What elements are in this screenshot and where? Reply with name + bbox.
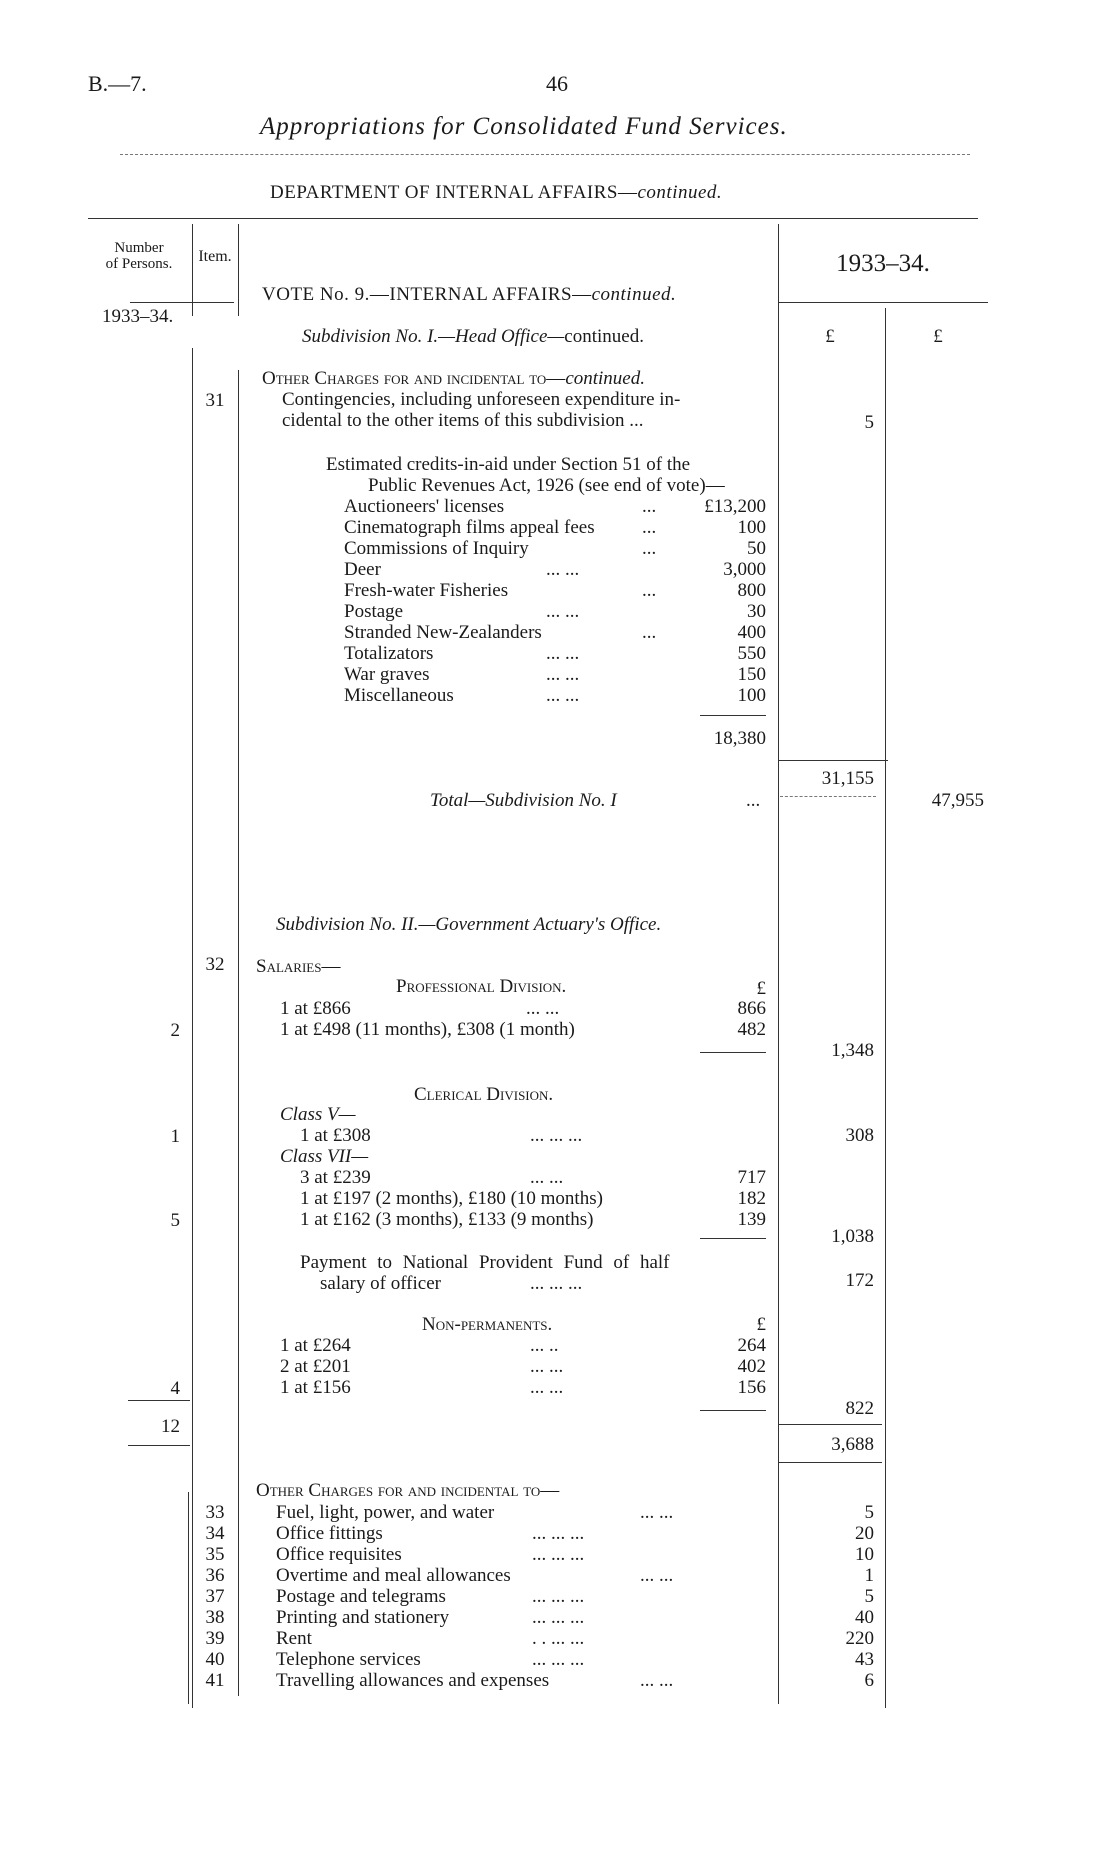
inner-amount-divider [885,308,886,1708]
credit-amount: 100 [737,517,766,538]
vote-title: VOTE No. 9.—INTERNAL AFFAIRS—continued. [262,284,677,305]
salaries-heading: Salaries— [256,956,341,977]
npf-line-2: salary of officer [320,1273,441,1294]
prof-rule [700,1052,766,1053]
item-divider [238,370,239,1696]
sub2-oc-heading: Other Charges for and incidental to— [256,1480,560,1501]
class-vii-total: 1,038 [831,1226,874,1247]
item-number: 39 [205,1628,225,1649]
class-vii-line: 1 at £162 (3 months), £133 (9 months) [300,1209,594,1230]
persons-total-rule [128,1400,190,1401]
charge-amount: 40 [855,1607,874,1628]
nonperm-dots: ... ... [530,1356,564,1377]
credit-amount: £13,200 [704,496,766,517]
nonperm-line: 1 at £264 [280,1335,351,1356]
class-vii-line: 3 at £239 [300,1167,371,1188]
class-vii-dots: ... ... [530,1167,564,1188]
npf-amount: 172 [845,1270,874,1291]
credit-amount: 100 [737,685,766,706]
prof-line: 1 at £498 (11 months), £308 (1 month) [280,1019,575,1040]
charge-label: Fuel, light, power, and water [276,1502,495,1523]
charge-label: Office fittings [276,1523,383,1544]
salaries-total: 3,688 [831,1434,874,1455]
charge-dots: ... ... ... [532,1544,585,1565]
sub1-oc-heading: Other Charges for and incidental to—continued. [262,368,645,389]
department-heading: DEPARTMENT OF INTERNAL AFFAIRS—continued. [270,182,723,203]
credit-dots: ... ... [546,601,580,622]
charge-dots: ... ... [640,1670,674,1691]
year-header-rule [778,302,988,303]
sub1-total-dots: ... [746,790,761,811]
persons-header-rule [130,302,234,303]
year-header: 1933–34. [836,250,930,277]
class-v-line: 1 at £308 [300,1125,371,1146]
nonperm-dots: ... ... [530,1377,564,1398]
class-vii-amount: 717 [737,1167,766,1188]
credit-label: Cinematograph films appeal fees [344,517,595,538]
credit-dots: ... ... [546,685,580,706]
title-rule [120,154,970,155]
persons-total: 12 [161,1416,180,1437]
prof-total: 1,348 [831,1040,874,1061]
prof-line: 1 at £866 [280,998,351,1019]
charge-dots: ... ... ... [532,1586,585,1607]
credit-label: Deer [344,559,381,580]
contingencies-amount: 5 [864,412,874,433]
class-vii-rule [700,1238,766,1239]
item-number: 41 [205,1670,225,1691]
class-vii-amount: 182 [737,1188,766,1209]
credit-amount: 400 [737,622,766,643]
item-number: 33 [205,1502,225,1523]
item-number: 38 [205,1607,225,1628]
charge-label: Postage and telegrams [276,1586,446,1607]
amount-divider [778,224,779,1704]
salaries-rule [778,1462,882,1463]
credit-amount: 3,000 [723,559,766,580]
charge-dots: ... ... ... [532,1649,585,1670]
pound-sign: £ [756,1314,766,1335]
contingencies-line-1: Contingencies, including unforeseen expenditure in- [282,389,681,410]
persons-count: 2 [170,1020,180,1041]
persons-header: Number of Persons. [105,240,173,272]
credit-amount: 30 [747,601,766,622]
charge-label: Rent [276,1628,312,1649]
item-number: 37 [205,1586,225,1607]
charge-amount: 1 [864,1565,874,1586]
charge-amount: 20 [855,1523,874,1544]
charge-dots: ... ... ... [532,1523,585,1544]
item-number: 36 [205,1565,225,1586]
credit-amount: 800 [737,580,766,601]
credits-total: 18,380 [713,728,766,749]
credit-label: Miscellaneous [344,685,454,706]
nonperm-amount: 402 [737,1356,766,1377]
credit-label: Totalizators [344,643,434,664]
nonperm-line: 1 at £156 [280,1377,351,1398]
class-v-amount: 308 [845,1125,874,1146]
item-number: 31 [205,390,225,411]
charge-amount: 5 [864,1586,874,1607]
prof-dots: ... ... [526,998,560,1019]
nonperm-total: 822 [845,1398,874,1419]
item-number: 32 [205,954,225,975]
npf-line-1: Payment to National Provident Fund of half [300,1252,670,1273]
credit-amount: 50 [747,538,766,559]
credit-dots: ... ... [546,643,580,664]
persons-count: 4 [170,1378,180,1399]
credits-rule [700,715,766,716]
charge-dots: . . ... ... [532,1628,585,1649]
charge-label: Telephone services [276,1649,421,1670]
credit-label: Auctioneers' licenses [344,496,505,517]
sub1-total-label: Total—Subdivision No. I [430,790,617,811]
charge-amount: 10 [855,1544,874,1565]
sub1-dashed-rule [780,796,876,797]
charge-amount: 5 [864,1502,874,1523]
credit-label: Postage [344,601,404,622]
document-reference: B.—7. [88,71,147,96]
credit-label: Stranded New-Zealanders [344,622,542,643]
credit-label: Commissions of Inquiry [344,538,529,559]
persons-year: 1933–34. [102,306,174,327]
credit-dots: ... [642,622,657,643]
charge-dots: ... ... ... [532,1607,585,1628]
charge-amount: 43 [855,1649,874,1670]
credit-dots: ... [642,517,657,538]
item-number: 35 [205,1544,225,1565]
credit-dots: ... [642,538,657,559]
pound-sign: £ [825,326,835,347]
class-v-dots: ... ... ... [530,1125,583,1146]
contingencies-line-2: cidental to the other items of this subdivision ... [282,410,644,431]
item-header: Item. [198,248,232,265]
charge-label: Travelling allowances and expenses [276,1670,550,1691]
prof-amount: 866 [737,998,766,1019]
class-vii-amount: 139 [737,1209,766,1230]
sub1-total: 47,955 [931,790,984,811]
charge-label: Office requisites [276,1544,402,1565]
item-divider-top [238,224,239,316]
charge-dots: ... ... [640,1565,674,1586]
item-number: 34 [205,1523,225,1544]
charge-amount: 6 [864,1670,874,1691]
clerical-division: Clerical Division. [414,1084,554,1105]
nonperm-amount: 156 [737,1377,766,1398]
persons-count: 1 [170,1126,180,1147]
charge-label: Printing and stationery [276,1607,450,1628]
class-vii: Class VII— [280,1146,369,1167]
professional-division: Professional Division. [396,976,567,997]
sub1-inner-total: 31,155 [821,768,874,789]
persons-total-rule [128,1445,190,1446]
credits-heading-1: Estimated credits-in-aid under Section 51 of the [326,454,691,475]
class-vii-line: 1 at £197 (2 months), £180 (10 months) [300,1188,603,1209]
nonperm-rule [700,1410,766,1411]
prof-amount: 482 [737,1019,766,1040]
credit-dots: ... ... [546,664,580,685]
nonperm-dots: ... .. [530,1335,559,1356]
salaries-rule [778,1424,882,1425]
page-number: 46 [546,71,568,96]
page-title: Appropriations for Consolidated Fund Services. [260,113,788,140]
nonperm-amount: 264 [737,1335,766,1356]
table-top-rule [88,218,978,219]
items-divider [188,1492,189,1704]
class-v: Class V— [280,1104,356,1125]
sub1-heading: Subdivision No. I.—Head Office—continued. [302,326,644,347]
credit-dots: ... ... [546,559,580,580]
credit-amount: 150 [737,664,766,685]
npf-dots: ... ... ... [530,1273,583,1294]
credit-dots: ... [642,496,657,517]
charge-dots: ... ... [640,1502,674,1523]
persons-count: 5 [170,1210,180,1231]
credit-label: Fresh-water Fisheries [344,580,509,601]
pound-sign: £ [756,978,766,999]
sub2-heading: Subdivision No. II.—Government Actuary's Office. [276,914,662,935]
pound-sign: £ [933,326,943,347]
nonperm-line: 2 at £201 [280,1356,351,1377]
sub1-rule [778,760,888,761]
credit-label: War graves [344,664,430,685]
credit-amount: 550 [737,643,766,664]
item-number: 40 [205,1649,225,1670]
credits-heading-2: Public Revenues Act, 1926 (see end of vote)— [368,475,725,496]
charge-label: Overtime and meal allowances [276,1565,511,1586]
credit-dots: ... [642,580,657,601]
non-permanents: Non-permanents. [422,1314,553,1335]
charge-amount: 220 [845,1628,874,1649]
